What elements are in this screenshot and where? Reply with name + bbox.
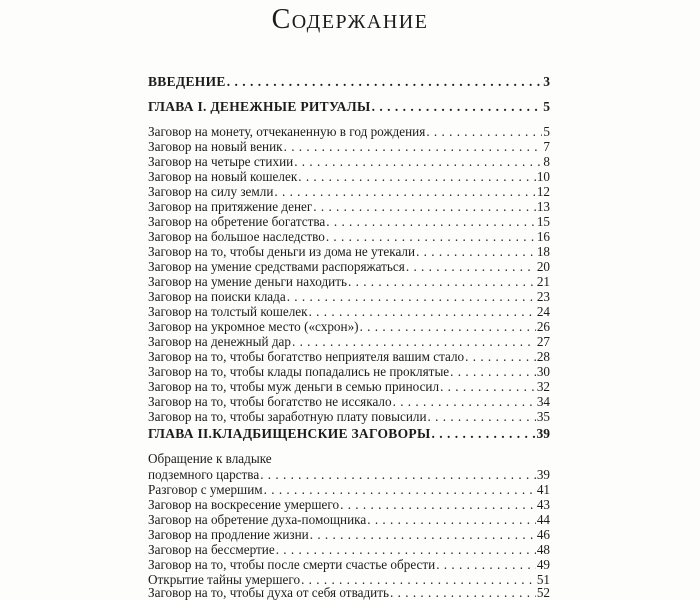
toc-entry-label: Заговор на толстый кошелек [148, 304, 308, 319]
toc-entry-page: 8 [543, 154, 550, 169]
dot-leader [367, 512, 536, 527]
toc-entry-page: 46 [536, 527, 550, 542]
dot-leader [428, 409, 536, 424]
toc-entry-label: Заговор на бессмертие [148, 542, 275, 557]
toc-entry-page: 39 [536, 467, 550, 482]
toc-entry[interactable] [148, 348, 550, 364]
toc-entry-label: Заговор на новый веник [148, 139, 283, 154]
dot-leader [406, 259, 536, 274]
toc-entry[interactable] [148, 138, 550, 154]
toc-entry[interactable] [148, 556, 550, 572]
toc-entry-label: Заговор на воскресение умершего [148, 497, 340, 512]
toc-entry[interactable] [148, 183, 550, 199]
toc-entry-page: 51 [536, 572, 550, 587]
dot-leader [326, 229, 536, 244]
toc-entry[interactable] [148, 318, 550, 334]
toc-entry-label: Заговор на поиски клада [148, 289, 286, 304]
dot-leader [426, 124, 542, 139]
dot-leader [294, 154, 542, 169]
toc-entry-label: Разговор с умершим [148, 482, 263, 497]
toc-entry-label: Заговор на монету, отчеканенную в год рождения [148, 124, 426, 139]
toc-entry-page: 21 [536, 274, 550, 289]
toc-entry-label: Заговор на притяжение денег [148, 199, 313, 214]
toc-entry-label: ГЛАВА I. ДЕНЕЖНЫЕ РИТУАЛЫ [148, 99, 371, 114]
dot-leader [274, 184, 535, 199]
dot-leader [348, 274, 536, 289]
toc-entry[interactable] [148, 526, 550, 542]
toc-entry[interactable] [148, 541, 550, 557]
dot-leader [264, 482, 536, 497]
toc-entry-label: Заговор на то, чтобы после смерти счастье обрести [148, 557, 436, 572]
toc-entry[interactable] [148, 213, 550, 229]
toc-chapter-2[interactable] [148, 425, 550, 441]
toc-entry-page: 7 [543, 139, 550, 154]
dot-leader [287, 289, 536, 304]
toc-entry-page: 5 [543, 124, 550, 139]
dot-leader [432, 426, 536, 441]
dot-leader [465, 349, 536, 364]
toc-entry-page: 28 [536, 349, 550, 364]
toc-entry-label: Заговор на умение средствами распоряжаться [148, 259, 405, 274]
dot-leader [313, 199, 536, 214]
toc-entry[interactable] [148, 303, 550, 319]
toc-entry-page: 16 [536, 229, 550, 244]
toc-entry-page: 30 [536, 364, 550, 379]
toc-entry-label: Заговор на то, чтобы заработную плату повысили [148, 409, 427, 424]
toc-entry[interactable] [148, 393, 550, 409]
dot-leader [416, 244, 536, 259]
dot-leader [260, 467, 536, 482]
toc-entry-label: Заговор на силу земли [148, 184, 274, 199]
toc-entry-page: 15 [536, 214, 550, 229]
toc-entry-label: Заговор на укромное место («схрон») [148, 319, 359, 334]
toc-entry-page: 49 [536, 557, 550, 572]
toc-entry[interactable] [148, 481, 550, 497]
toc-entry-label: Заговор на то, чтобы клады попадались не проклятые [148, 364, 450, 379]
toc-entry-page: 20 [536, 259, 550, 274]
toc-entry-page: 39 [536, 426, 550, 441]
toc-entry-label: ВВЕДЕНИЕ [148, 74, 226, 89]
toc-entry-label: Заговор на то, чтобы богатство неприятеля вашим стало [148, 349, 465, 364]
dot-leader [393, 394, 536, 409]
toc-entry[interactable] [148, 123, 550, 139]
toc-entry-label: Заговор на умение деньги находить [148, 274, 348, 289]
dot-leader [284, 139, 543, 154]
toc-entry-label: Заговор на новый кошелек [148, 169, 298, 184]
toc-entry-label: Заговор на то, чтобы духа от себя отвадить [148, 585, 390, 600]
page-title: Содержание [271, 4, 429, 35]
dot-leader [372, 99, 543, 114]
toc-entry[interactable] [148, 168, 550, 184]
toc-entry[interactable] [148, 258, 550, 274]
dot-leader [390, 585, 536, 600]
dot-leader [292, 334, 536, 349]
toc-entry-label: Заговор на то, чтобы муж деньги в семью приносил [148, 379, 440, 394]
toc-entry[interactable] [148, 288, 550, 304]
toc-entry-page: 34 [536, 394, 550, 409]
toc-entry-label: ГЛАВА II.КЛАДБИЩЕНСКИЕ ЗАГОВОРЫ [148, 426, 431, 441]
toc-entry-page: 43 [536, 497, 550, 512]
toc-entry[interactable] [148, 198, 550, 214]
toc-entry-page: 5 [543, 99, 550, 114]
toc-chapter-1[interactable] [148, 98, 550, 114]
dot-leader [326, 214, 536, 229]
dot-leader [310, 527, 536, 542]
toc-entry[interactable] [148, 243, 550, 259]
toc-entry[interactable] [148, 466, 550, 482]
toc-entry-page: 41 [536, 482, 550, 497]
dot-leader [440, 379, 536, 394]
dot-leader [360, 319, 536, 334]
toc-entry[interactable] [148, 378, 550, 394]
toc-entry[interactable] [148, 333, 550, 349]
toc-entry-label: Заговор на обретение духа-помощника [148, 512, 367, 527]
toc-entry[interactable] [148, 408, 550, 424]
toc-entry-page: 13 [536, 199, 550, 214]
dot-leader [309, 304, 536, 319]
dot-leader [276, 542, 536, 557]
toc-entry-label: Заговор на четыре стихии [148, 154, 294, 169]
toc-entry-label: Обращение к владыке [148, 451, 272, 466]
toc-entry-label: Заговор на то, чтобы богатство не иссякало [148, 394, 392, 409]
toc-entry-page: 26 [536, 319, 550, 334]
dot-leader [450, 364, 536, 379]
toc-entry-label-continued: подземного царства [148, 467, 260, 482]
toc-entry-page: 24 [536, 304, 550, 319]
toc-entry-page: 23 [536, 289, 550, 304]
toc-entry-page: 18 [536, 244, 550, 259]
dot-leader [340, 497, 536, 512]
toc-entry[interactable] [148, 363, 550, 379]
toc-entry[interactable] [148, 273, 550, 289]
toc-entry[interactable] [148, 584, 550, 600]
toc-entry-page: 35 [536, 409, 550, 424]
dot-leader [436, 557, 536, 572]
toc-entry[interactable] [148, 511, 550, 527]
toc-entry-introduction[interactable] [148, 73, 550, 89]
toc-entry-label: Заговор на то, чтобы деньги из дома не утекали [148, 244, 416, 259]
toc-entry-page: 27 [536, 334, 550, 349]
toc-entry-label: Заговор на денежный дар [148, 334, 291, 349]
toc-entry-label: Заговор на продление жизни [148, 527, 309, 542]
toc-entry-label: Заговор на большое наследство [148, 229, 325, 244]
toc-entry-page: 48 [536, 542, 550, 557]
toc-entry-page: 32 [536, 379, 550, 394]
toc-entry-page: 3 [543, 74, 550, 89]
dot-leader [227, 74, 543, 89]
toc-entry-page: 44 [536, 512, 550, 527]
toc-entry-page: 12 [536, 184, 550, 199]
toc-entry-label: Открытие тайны умершего [148, 572, 301, 587]
toc-entry[interactable] [148, 496, 550, 512]
toc-entry-page: 10 [536, 169, 550, 184]
toc-entry[interactable] [148, 228, 550, 244]
toc-entry-page: 52 [536, 585, 550, 600]
dot-leader [298, 169, 536, 184]
toc-entry[interactable] [148, 153, 550, 169]
toc-entry-label: Заговор на обретение богатства [148, 214, 326, 229]
